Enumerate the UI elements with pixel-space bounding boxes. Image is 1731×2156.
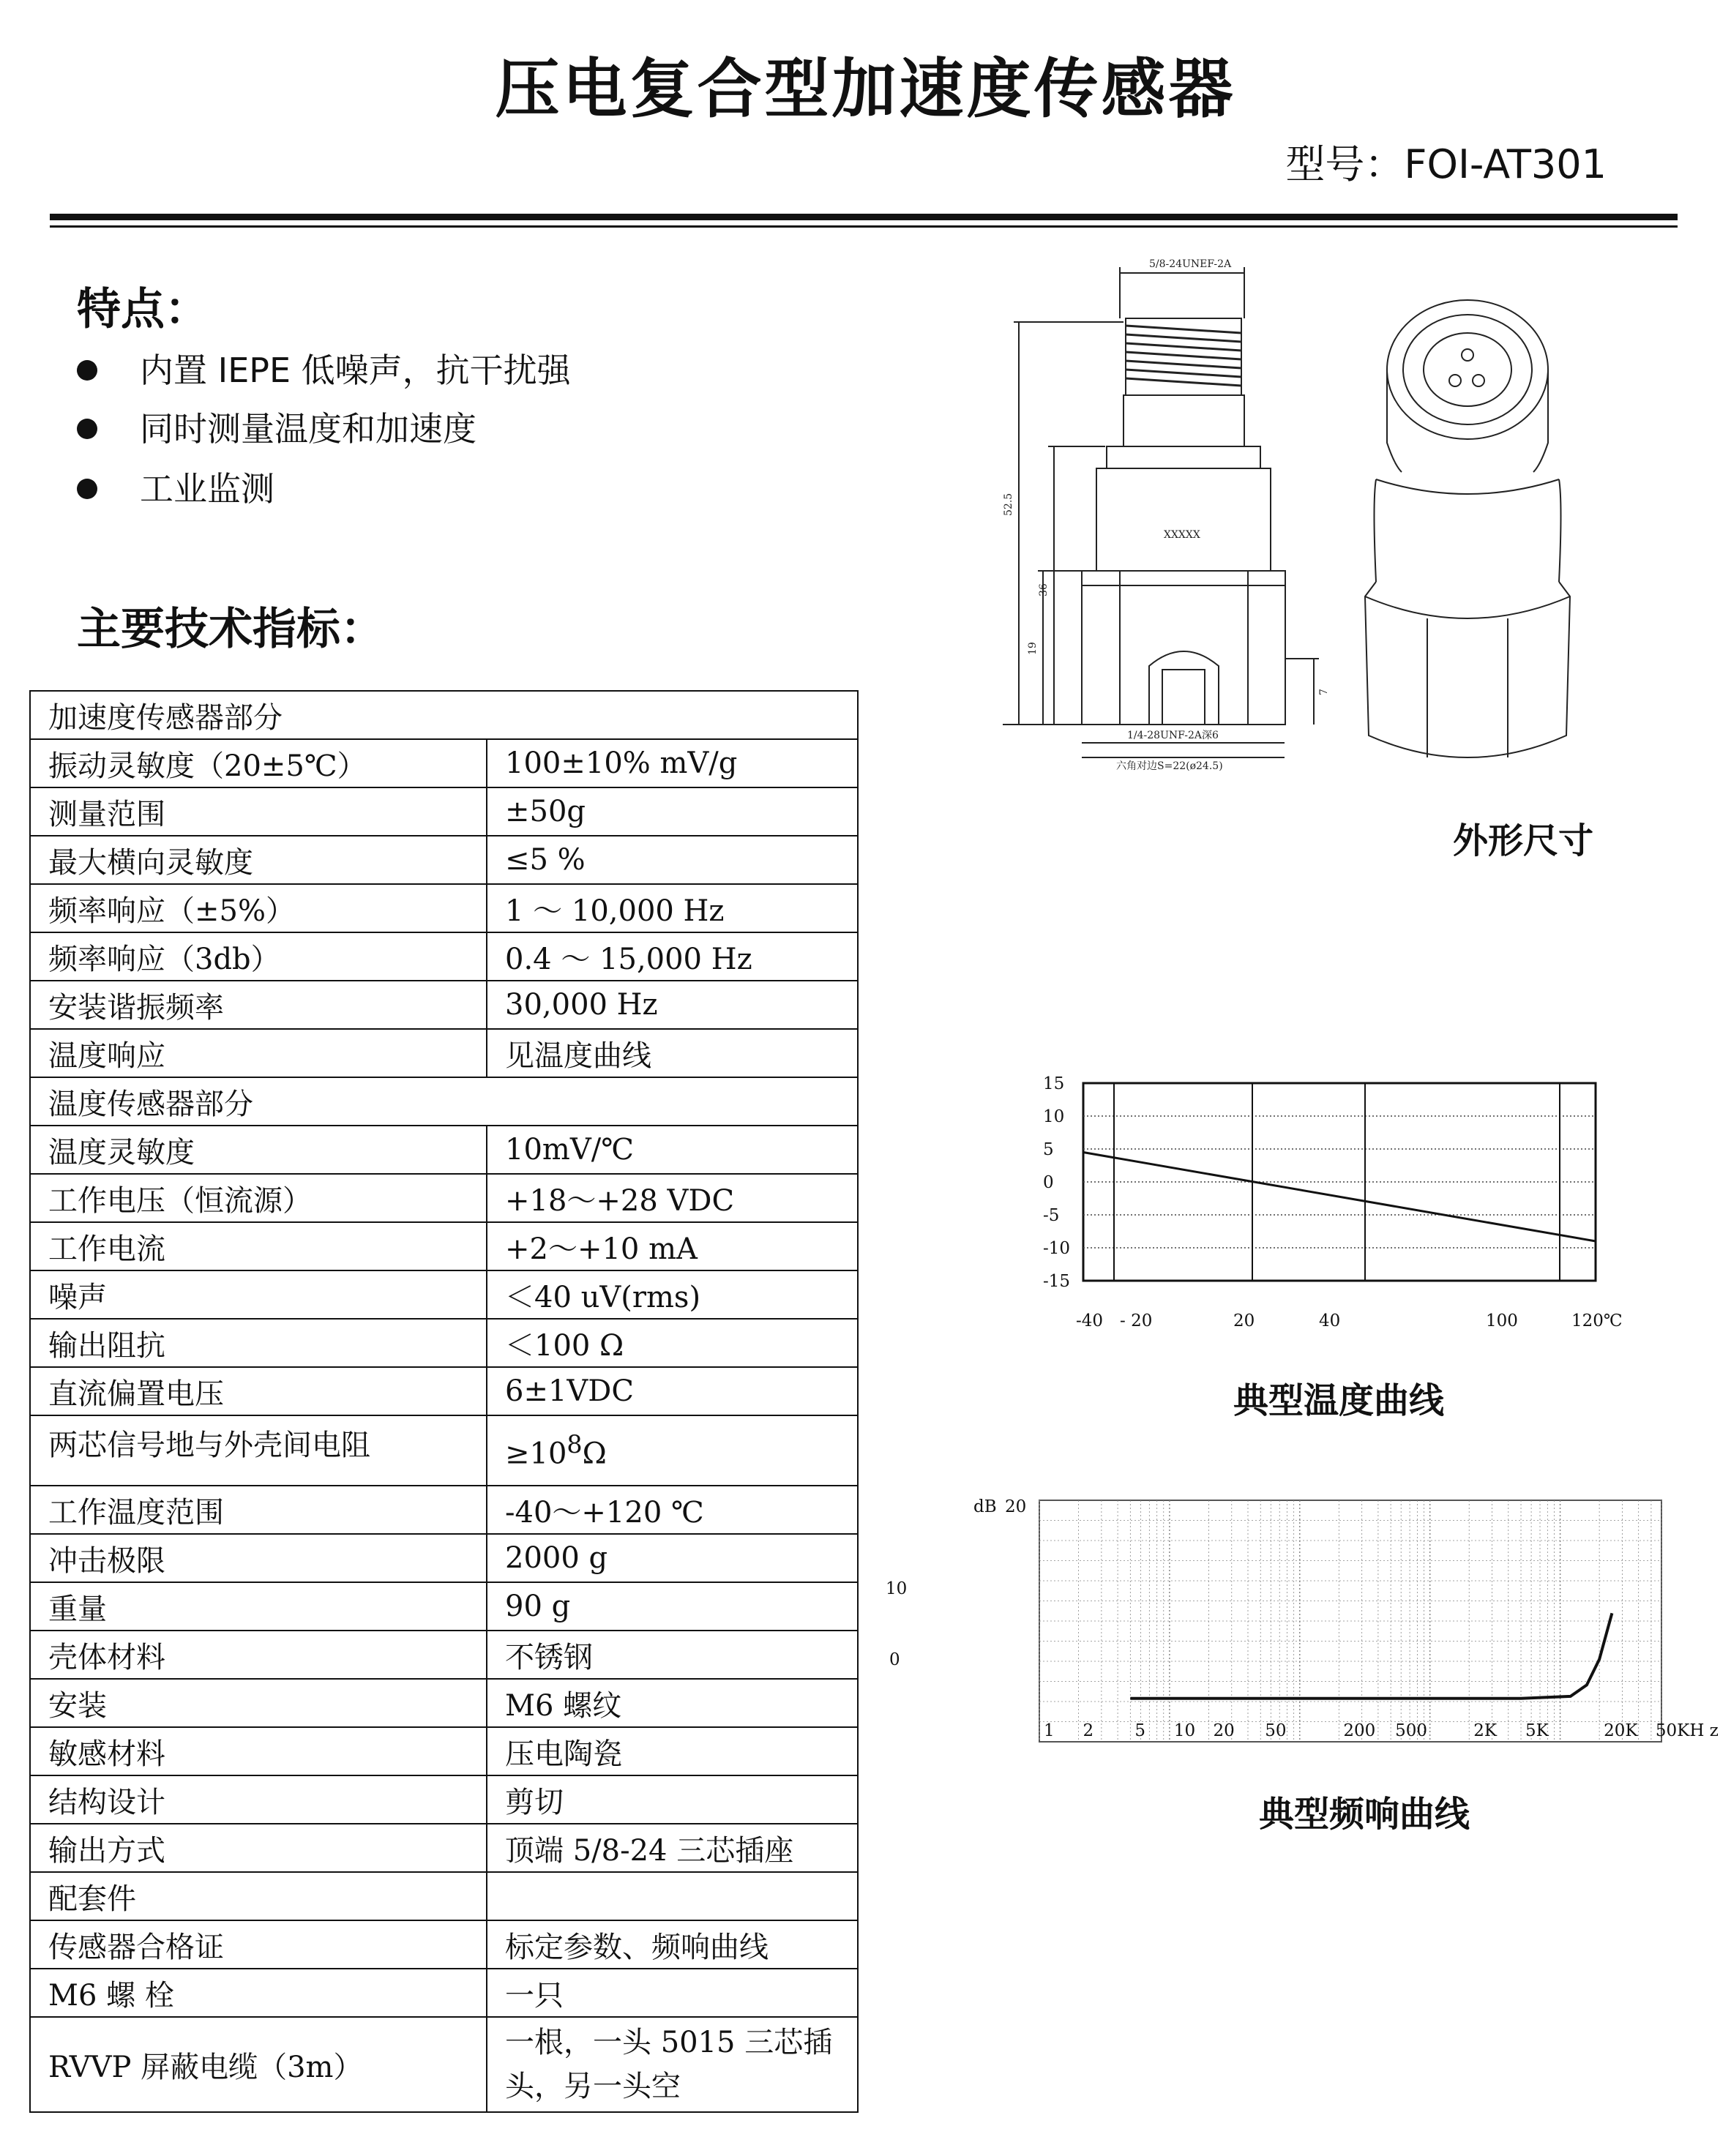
spec-label: 工作电流 (30, 1222, 487, 1270)
y-tick-label: -5 (1043, 1206, 1060, 1225)
specs-heading: 主要技术指标： (77, 604, 384, 655)
section-label: 温度传感器部分 (30, 1077, 858, 1126)
spec-value: ＜100 Ω (487, 1319, 858, 1367)
spec-value: 一根，一头 5015 三芯插头，另一头空 (487, 2017, 858, 2112)
section-label: 加速度传感器部分 (30, 691, 858, 739)
spec-value-exponent: 8 (567, 1430, 583, 1459)
spec-value (487, 1872, 858, 1920)
feature-item: 内置 IEPE 低噪声，抗干扰强 (77, 344, 571, 392)
spec-label: 测量范围 (30, 787, 487, 836)
spec-value: -40～+120 ℃ (487, 1486, 858, 1534)
spec-value: ±50g (487, 787, 858, 836)
table-row (30, 1631, 858, 1679)
x-tick-label: 5 (1134, 1721, 1145, 1740)
marking-label: XXXXX (1164, 529, 1200, 541)
outline-drawing (995, 252, 1654, 779)
spec-label: 安装 (30, 1679, 487, 1727)
table-section-row (30, 1077, 858, 1126)
table-row (30, 1679, 858, 1727)
x-tick-label: 120℃ (1571, 1311, 1623, 1330)
spec-value-base: ≥10 (505, 1437, 567, 1471)
y-tick-label: 10 (886, 1579, 908, 1598)
x-tick-label: 5K (1525, 1721, 1549, 1740)
spec-label: 最大横向灵敏度 (30, 836, 487, 884)
table-section-row (30, 691, 858, 739)
table-row (30, 1534, 858, 1582)
spec-label: 振动灵敏度（20±5℃） (30, 739, 487, 787)
y-tick-label: 5 (1043, 1140, 1054, 1159)
y-tick-label: -15 (1043, 1272, 1071, 1291)
feature-item: 同时测量温度和加速度 (77, 403, 476, 451)
spec-label: M6 螺 栓 (30, 1969, 487, 2017)
table-row (30, 1824, 858, 1872)
spec-value-unit: Ω (582, 1437, 607, 1471)
spec-label: 传感器合格证 (30, 1920, 487, 1969)
spec-label: 温度灵敏度 (30, 1126, 487, 1174)
table-row (30, 1582, 858, 1631)
spec-label: 直流偏置电压 (30, 1367, 487, 1415)
temperature-chart (1010, 1054, 1632, 1347)
spec-value: 90 g (487, 1582, 858, 1631)
x-tick-label: - 20 (1120, 1311, 1153, 1330)
table-row (30, 1029, 858, 1077)
x-tick-label: 20 (1233, 1311, 1255, 1330)
spec-label: 重量 (30, 1582, 487, 1631)
features-heading: 特点： (77, 284, 209, 335)
spec-label: 配套件 (30, 1872, 487, 1920)
spec-label: 输出阻抗 (30, 1319, 487, 1367)
x-tick-label: 2 (1083, 1721, 1094, 1740)
x-tick-label: 20K (1604, 1721, 1638, 1740)
spec-label: 壳体材料 (30, 1631, 487, 1679)
spec-value (487, 1415, 858, 1486)
series-line (1083, 1153, 1596, 1242)
table-row (30, 1775, 858, 1824)
spec-label: 两芯信号地与外壳间电阻 (30, 1415, 487, 1486)
spec-value: 30,000 Hz (487, 981, 858, 1029)
spec-value: 剪切 (487, 1775, 858, 1824)
spec-value: 10mV/℃ (487, 1126, 858, 1174)
y-tick-label: 0 (1043, 1173, 1054, 1192)
dim-label: 19 (1027, 642, 1039, 655)
spec-value: 0.4 ～ 15,000 Hz (487, 932, 858, 981)
bullet-icon (77, 360, 97, 381)
table-row (30, 1415, 858, 1486)
spec-label: 结构设计 (30, 1775, 487, 1824)
table-row (30, 1920, 858, 1969)
table-row (30, 1174, 858, 1222)
dim-label: 36 (1038, 583, 1050, 596)
table-row (30, 1319, 858, 1367)
spec-value: 一只 (487, 1969, 858, 2017)
y-tick-label: 10 (1043, 1107, 1065, 1126)
spec-value: 见温度曲线 (487, 1029, 858, 1077)
y-tick-label: -10 (1043, 1239, 1071, 1258)
spec-value: 2000 g (487, 1534, 858, 1582)
spec-label: 噪声 (30, 1270, 487, 1319)
spec-label: 冲击极限 (30, 1534, 487, 1582)
spec-label: 频率响应（±5%） (30, 884, 487, 932)
frequency-chart (871, 1478, 1719, 1756)
x-tick-label: 40 (1319, 1311, 1341, 1330)
spec-value: +2～+10 mA (487, 1222, 858, 1270)
table-row (30, 1222, 858, 1270)
table-row (30, 1270, 858, 1319)
freq-chart-caption: 典型频响曲线 (1259, 1794, 1470, 1835)
spec-value: 1 ～ 10,000 Hz (487, 884, 858, 932)
spec-label: 输出方式 (30, 1824, 487, 1872)
table-row (30, 932, 858, 981)
spec-label: 敏感材料 (30, 1727, 487, 1775)
x-tick-label: -40 (1076, 1311, 1104, 1330)
table-row (30, 787, 858, 836)
table-row (30, 1126, 858, 1174)
page-title: 压电复合型加速度传感器 (495, 51, 1236, 127)
y-tick-label: 20 (1005, 1497, 1027, 1516)
table-row (30, 1727, 858, 1775)
table-row (30, 1486, 858, 1534)
x-tick-label: 10 (1173, 1721, 1196, 1740)
spec-value: M6 螺纹 (487, 1679, 858, 1727)
table-row (30, 2017, 858, 2112)
feature-item: 工业监测 (77, 463, 274, 511)
spec-label: 温度响应 (30, 1029, 487, 1077)
spec-value: +18～+28 VDC (487, 1174, 858, 1222)
x-tick-label: 50KH z (1655, 1721, 1719, 1740)
specs-table (29, 690, 859, 2113)
y-axis-label: dB (973, 1497, 997, 1516)
table-row (30, 1872, 858, 1920)
spec-value: 不锈钢 (487, 1631, 858, 1679)
table-row (30, 739, 858, 787)
header-rule-thin (50, 225, 1678, 228)
x-tick-label: 2K (1473, 1721, 1498, 1740)
x-tick-label: 200 (1343, 1721, 1376, 1740)
x-tick-label: 500 (1395, 1721, 1428, 1740)
x-tick-label: 100 (1486, 1311, 1518, 1330)
spec-label: 工作温度范围 (30, 1486, 487, 1534)
spec-value: 顶端 5/8-24 三芯插座 (487, 1824, 858, 1872)
spec-label: 工作电压（恒流源） (30, 1174, 487, 1222)
hex-label: 六角对边S=22(ø24.5) (1116, 760, 1223, 772)
temp-chart-caption: 典型温度曲线 (1233, 1380, 1445, 1421)
x-tick-label: 1 (1044, 1721, 1055, 1740)
header-rule-thick (50, 214, 1678, 220)
spec-label: 频率响应（3db） (30, 932, 487, 981)
table-row (30, 884, 858, 932)
table-row (30, 1969, 858, 2017)
x-tick-label: 20 (1213, 1721, 1235, 1740)
table-row (30, 836, 858, 884)
bullet-icon (77, 419, 97, 439)
table-row (30, 981, 858, 1029)
y-tick-label: 0 (889, 1650, 900, 1669)
spec-value: ≤5 % (487, 836, 858, 884)
drawing-caption: 外形尺寸 (1453, 820, 1594, 861)
spec-value: 6±1VDC (487, 1367, 858, 1415)
x-tick-label: 50 (1265, 1721, 1287, 1740)
thread-top-label: 5/8-24UNEF-2A (1149, 258, 1232, 270)
dim-label: 52.5 (1003, 493, 1014, 516)
spec-label: RVVP 屏蔽电缆（3m） (30, 2017, 487, 2112)
y-tick-label: 15 (1043, 1074, 1065, 1093)
table-row (30, 1367, 858, 1415)
spec-value: 压电陶瓷 (487, 1727, 858, 1775)
thread-bottom-label: 1/4-28UNF-2A深6 (1127, 730, 1219, 741)
spec-value: 标定参数、频响曲线 (487, 1920, 858, 1969)
spec-value: ＜40 uV(rms) (487, 1270, 858, 1319)
spec-label: 安装谐振频率 (30, 981, 487, 1029)
model-number: 型号：FOI-AT301 (1285, 141, 1607, 187)
spec-value: 100±10% mV/g (487, 739, 858, 787)
dim-label: 7 (1318, 689, 1330, 695)
bullet-icon (77, 479, 97, 499)
